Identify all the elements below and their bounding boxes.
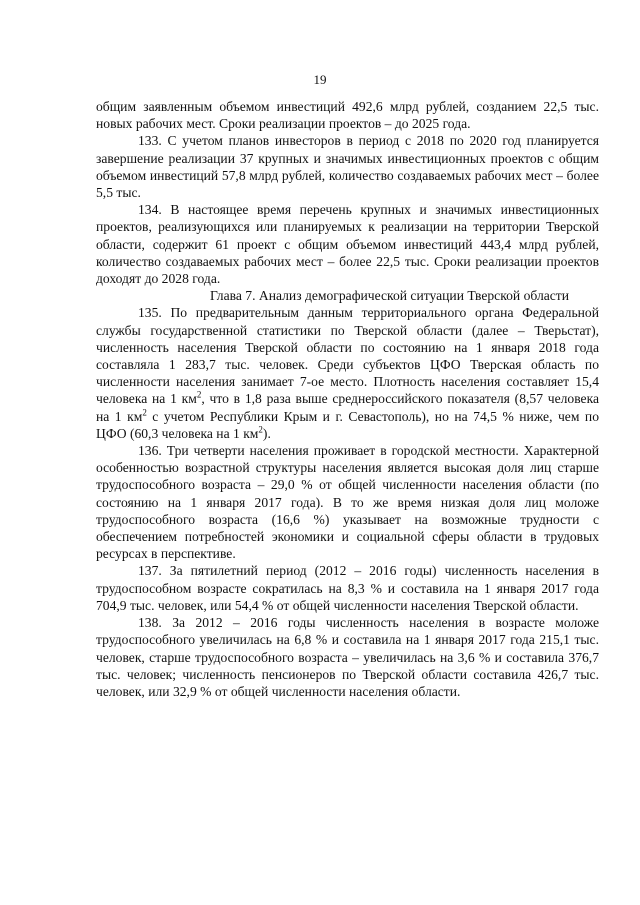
paragraph-137: 137. За пятилетний период (2012 – 2016 годы) численность населения в трудоспособном возрасте сократилась на 8,3 % и составила на 1 января 2017 года 704,9 тыс. человек, или 54,4 % от общей численности населения Тверской области.: [96, 563, 599, 613]
chapter-heading-text: Глава 7. Анализ демографической ситуации Тверской области: [209, 288, 570, 304]
paragraph-135: [96, 304, 599, 442]
chapter-heading: [96, 287, 599, 304]
superscript-2: 2: [142, 407, 147, 418]
superscript-2: 2: [196, 389, 202, 400]
paragraph-135-part-2: , что в 1,8 раза выше среднероссийского показателя (8,57 человека на 1 км: [96, 391, 600, 424]
paragraph-135-part-1: 135. По предварительным данным территориального органа Федеральной службы государственной статистики по Тверской области (далее – Тверьстат), численность населения Тверской области по состоянию на 1 января 2018 года составляла 1 283,7 тыс. человек. Среди субъектов ЦФО Тверская область по численности населения занимает 7-ое место. Плотность населения составляет 15,4 человека на 1 км: [96, 305, 599, 407]
superscript-2: 2: [258, 424, 263, 435]
paragraph-138: 138. За 2012 – 2016 годы численность населения в возрасте моложе трудоспособного увеличилась на 6,8 % и составила на 1 января 2017 года 215,1 тыс. человек, старше трудоспособного возраста – увеличилась на 3,6 % и составила 376,7 тыс. человек; численность пенсионеров по Тверской области составила 426,7 тыс. человек, или 32,9 % от общей численности населения области.: [96, 615, 599, 699]
paragraph-133: 133. С учетом планов инвесторов в период с 2018 по 2020 год планируется завершение реализации 37 крупных и значимых инвестиционных проектов с общим объемом инвестиций 57,8 млрд рублей, количество создаваемых рабочих мест – более 5,5 тыс.: [96, 133, 599, 201]
paragraph-135-part-4: ).: [262, 425, 271, 441]
paragraph-continuation: общим заявленным объемом инвестиций 492,6 млрд рублей, созданием 22,5 тыс. новых рабочих мест. Сроки реализации проектов – до 2025 года.: [96, 99, 599, 132]
paragraph-136: 136. Три четверти населения проживает в городской местности. Характерной особенностью возрастной структуры населения является высокая доля лиц старше трудоспособного возраста – 29,0 % от общей численности населения области (по состоянию на 1 января 2017 года). В то же время низкая доля лиц моложе трудоспособного возраста (16,6 %) указывает на возможные трудности с обеспечением потребностей экономики и социальной сферы области в трудовых ресурсах в перспективе.: [96, 443, 599, 562]
paragraph-134: 134. В настоящее время перечень крупных и значимых инвестиционных проектов, реализующихся или планируемых к реализации на территории Тверской области, содержит 61 проект с общим объемом инвестиций 443,4 млрд рублей, количество создаваемых рабочих мест – более 22,5 тыс. Сроки реализации проектов доходят до 2028 года.: [96, 202, 599, 287]
page-number: 19: [313, 72, 327, 87]
document-body: [96, 98, 599, 700]
paragraph-135-part-3: с учетом Республики Крым и г. Севастополь), но на 74,5 % ниже, чем по ЦФО (60,3 человека на 1 км: [96, 408, 600, 441]
